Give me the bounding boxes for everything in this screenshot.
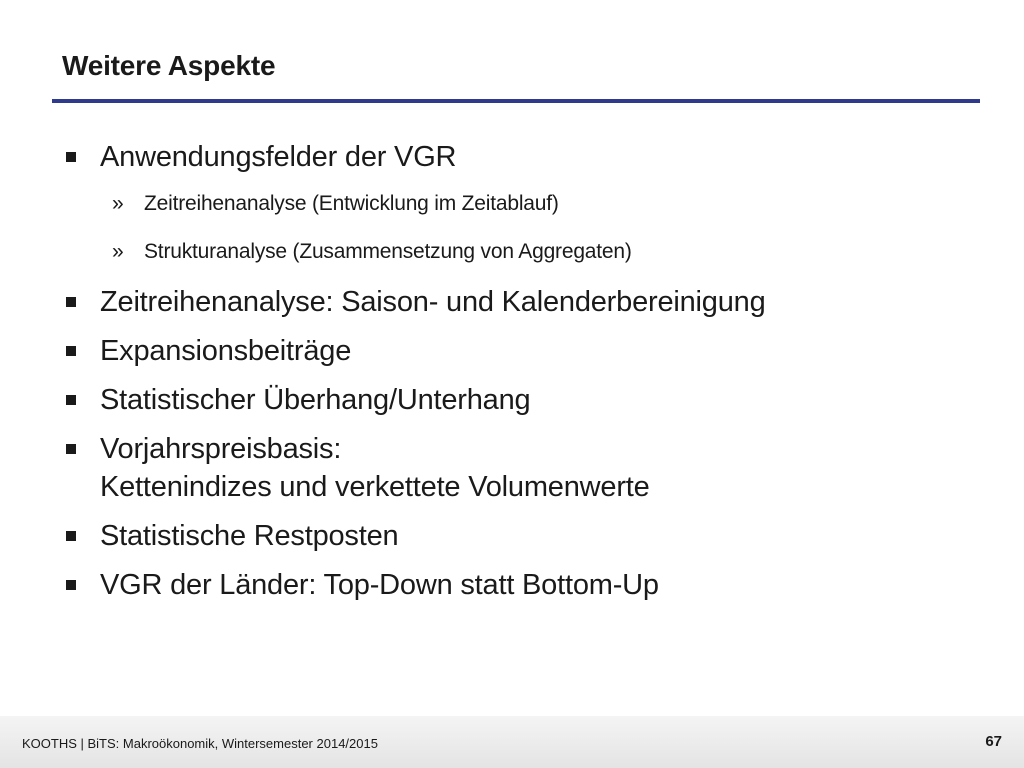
square-bullet-icon	[66, 152, 76, 162]
chevron-marker-icon: »	[112, 192, 124, 215]
slide-title: Weitere Aspekte	[62, 50, 276, 81]
bullet-item-ueberhang	[62, 381, 992, 419]
chevron-marker-icon: »	[112, 240, 124, 263]
bullet-text: Anwendungsfelder der VGR	[100, 141, 457, 173]
sub-item-text: Strukturanalyse (Zusammensetzung von Aggregaten)	[144, 240, 632, 263]
bullet-text: Statistische Restposten	[100, 520, 399, 552]
sub-item-text: Zeitreihenanalyse (Entwicklung im Zeitablauf)	[144, 192, 559, 215]
bullet-item-vgr-laender	[62, 566, 992, 604]
bullet-item-vorjahrspreisbasis	[62, 430, 992, 506]
bullet-item-saisonbereinigung	[62, 283, 992, 321]
square-bullet-icon	[66, 395, 76, 405]
bullet-text: Zeitreihenanalyse: Saison- und Kalenderbereinigung	[100, 286, 766, 318]
bullet-item-anwendungsfelder	[62, 138, 992, 176]
bullet-text: VGR der Länder: Top-Down statt Bottom-Up	[100, 569, 659, 601]
page-number: 67	[985, 733, 1002, 750]
footer-text: KOOTHS | BiTS: Makroökonomik, Wintersemester 2014/2015	[22, 736, 378, 751]
square-bullet-icon	[66, 531, 76, 541]
bullet-list	[62, 138, 992, 615]
bullet-text: Statistischer Überhang/Unterhang	[100, 384, 531, 416]
title-underline	[52, 99, 980, 103]
sub-bullet-list	[62, 187, 992, 269]
sub-item-zeitreihenanalyse	[62, 187, 992, 221]
bullet-item-restposten	[62, 517, 992, 555]
square-bullet-icon	[66, 444, 76, 454]
bullet-text: Expansionsbeiträge	[100, 335, 352, 367]
square-bullet-icon	[66, 297, 76, 307]
square-bullet-icon	[66, 580, 76, 590]
bullet-text: Vorjahrspreisbasis:	[100, 433, 342, 465]
square-bullet-icon	[66, 346, 76, 356]
bullet-text-continuation: Kettenindizes und verkettete Volumenwerte	[100, 471, 650, 503]
bullet-item-expansionsbeitraege	[62, 332, 992, 370]
sub-item-strukturanalyse	[62, 235, 992, 269]
